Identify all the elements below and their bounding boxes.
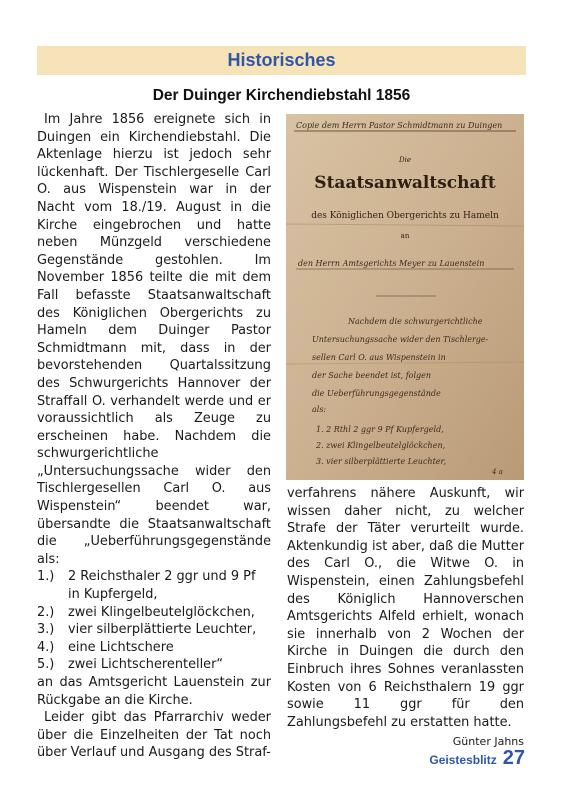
archival-document-photo	[286, 114, 524, 480]
doc-an: an	[400, 232, 410, 240]
doc-list-line: 3. vier silberplättierte Leuchter,	[316, 457, 447, 466]
page-number: 27	[502, 747, 525, 769]
article-headline: Der Duinger Kirchendiebstahl 1856	[152, 87, 411, 104]
magazine-name: Geistesblitz	[429, 753, 497, 767]
doc-list-line: 1. 2 Rthl 2 ggr 9 Pf Kupfergeld,	[316, 425, 444, 434]
page-footer	[429, 747, 525, 770]
section-title: Historisches	[227, 50, 336, 70]
doc-subtitle: des Königlichen Obergerichts zu Hameln	[311, 211, 499, 221]
doc-list-line: 2. zwei Klingelbeutelglöckchen,	[316, 441, 446, 450]
list-item: 5.) zwei Lichtscherenteller“	[37, 657, 224, 673]
doc-body-line: Nachdem die schwurgerichtliche	[348, 317, 483, 326]
list-item: 2.) zwei Klingelbeutelglöckchen,	[37, 604, 255, 620]
stolen-items-list	[37, 568, 271, 674]
list-item: 1.) 2 Reichsthaler 2 ggr und 9 Pf in Kupfergeld,	[37, 569, 256, 603]
paragraph-2: an das Amtsgericht Lauenstein zur Rückgabe an die Kirche.	[37, 675, 271, 708]
article-right-column	[287, 485, 524, 751]
paragraph-3-end: verfahrens nähere Auskunft, wir wissen daher nicht, zu welcher Strafe der Täter verurteilt wurde. Aktenkundig ist aber, daß die Mutter des Carl O., die Witwe O. in Wispenstein, einen Zahlungsbefehl des Königlich Hannoverschen Amtsgerichts Alfeld erhielt, wonach sie innerhalb von 2 Wochen der Kirche in Duingen die durch den Einbruch ihres Sohnes veranlassten Kosten von 6 Reichsthalern 19 ggr sowie 11 ggr für den Zahlungsbefehl zu erstatten hatte.	[287, 486, 524, 730]
paragraph-1: Im Jahre 1856 ereignete sich in Duingen ein Kirchendiebstahl. Die Aktenlage hierzu ist jedoch sehr lückenhaft. Der Tischlergeselle Carl O. aus Wispenstein war in der Nacht vom 18./19. August in die Kirche eingebrochen und hatte neben Münzgeld verschiedene Gegenstände gestohlen. Im November 1856 teilte die mit dem Fall befasste Staatsanwaltschaft des Königlichen Obergerichts zu Hameln dem Duinger Pastor Schmidtmann mit, dass in der bevorstehenden Quartalssitzung des Schwurgerichts Hannover der Straffall O. verhandelt werde und er voraussichtlich als Zeuge zu erscheinen habe. Nachdem die schwurgerichtliche „Untersuchungssache wider den Tischlergesellen Carl O. aus Wispenstein“ beendet war, übersandte die Staatsanwaltschaft die „Ueberführungsgegenstände als:	[37, 112, 271, 567]
document-illustration	[286, 114, 524, 480]
list-item: 4.) eine Lichtschere	[37, 639, 174, 655]
doc-mark: 4 a	[492, 468, 503, 476]
list-item: 3.) vier silberplättierte Leuchter,	[37, 622, 257, 638]
doc-body-line: der Sache beendet ist, folgen	[312, 371, 432, 380]
article-left-column	[37, 111, 271, 762]
doc-title: Staatsanwaltschaft	[314, 173, 496, 193]
doc-addressee: den Herrn Amtsgerichts Meyer zu Lauenstein	[298, 259, 485, 268]
paragraph-3-start: Leider gibt das Pfarrarchiv weder über die Einzelheiten der Tat noch über Verlauf und Ausgang des Straf-	[37, 710, 271, 761]
doc-body-line: Untersuchungssache wider den Tischlerge-	[312, 335, 489, 344]
section-banner	[37, 46, 526, 75]
doc-copy-line: Copie dem Herrn Pastor Schmidtmann zu Duingen	[296, 121, 503, 130]
doc-die: Die	[399, 156, 411, 164]
author-byline: Günter Jahns	[452, 735, 524, 749]
doc-body-line: die Ueberführungsgegenstände	[312, 389, 441, 398]
doc-body-line: als:	[312, 405, 327, 414]
doc-body-line: sellen Carl O. aus Wispenstein in	[312, 353, 446, 362]
